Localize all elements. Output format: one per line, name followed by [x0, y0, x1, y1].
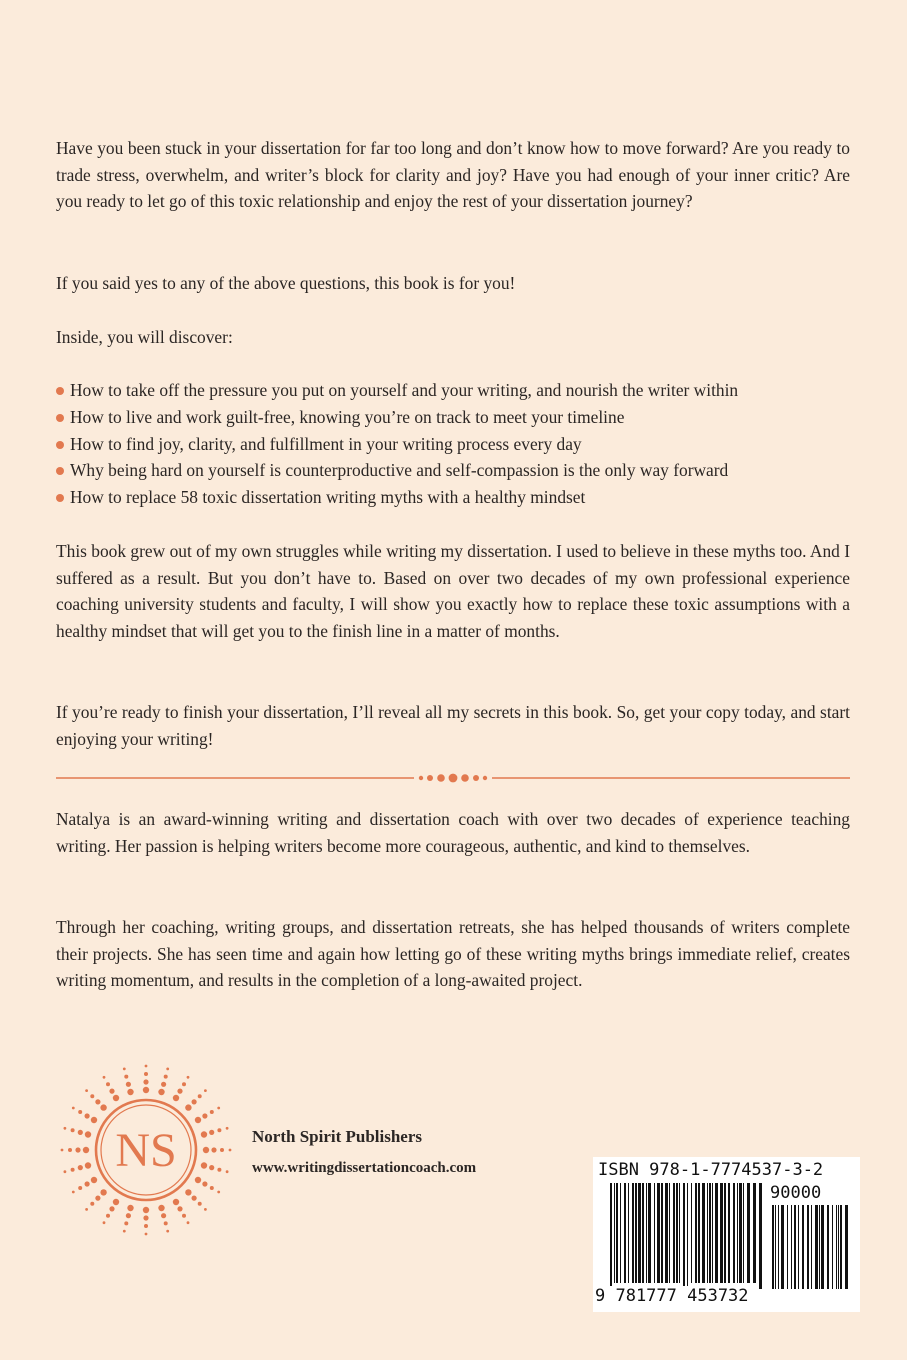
logo-ray-dot	[145, 1065, 148, 1068]
logo-ray-dot	[123, 1230, 126, 1233]
barcode-bar	[737, 1183, 738, 1283]
logo-ray-dot	[127, 1205, 133, 1211]
logo-ray-dot	[187, 1076, 190, 1079]
logo-ray-dot	[158, 1089, 164, 1095]
author-achievements: Through her coaching, writing groups, and dissertation retreats, she has helped thousands of writers complete their projects. She has seen time and again how letting go of these writing myths brings immediate relief, creates writing momentum, and results in the completion of a long-awaited project.	[56, 917, 850, 991]
logo-monogram: NS	[115, 1124, 177, 1177]
logo-ray-dot	[173, 1199, 179, 1205]
barcode-bar	[616, 1183, 618, 1283]
logo-ray-dot	[106, 1214, 110, 1218]
logo-ray-dot	[109, 1089, 114, 1094]
logo-ray-dot	[192, 1196, 197, 1201]
logo-ray-dot	[185, 1189, 191, 1195]
logo-ray-dot	[123, 1068, 126, 1071]
logo-ray-dot	[64, 1170, 67, 1173]
logo-ray-dot	[217, 1168, 221, 1172]
barcode-bar	[720, 1183, 723, 1283]
barcode-bar	[798, 1205, 799, 1289]
logo-ray-dot	[143, 1207, 149, 1213]
logo-ray-dot	[83, 1147, 89, 1153]
barcode-bar	[702, 1183, 705, 1283]
barcode-bar	[648, 1183, 651, 1283]
logo-ray-dot	[217, 1191, 220, 1194]
barcode-bar	[635, 1183, 637, 1283]
logo-ray-dot	[209, 1130, 214, 1135]
logo-ray-dot	[90, 1094, 94, 1098]
logo-ray-dot	[195, 1177, 201, 1183]
barcode-bar	[775, 1205, 776, 1289]
logo-ray-dot	[164, 1075, 168, 1079]
logo-ray-dot	[106, 1082, 110, 1086]
list-item: How to live and work guilt-free, knowing you’re on track to meet your timeline	[56, 404, 856, 431]
barcode-bar	[733, 1183, 735, 1283]
logo-ray-dot	[210, 1186, 214, 1190]
barcode-bar	[661, 1183, 663, 1283]
logo-ray-dot	[145, 1233, 148, 1236]
logo-ray-dot	[95, 1099, 100, 1104]
barcode-bar	[807, 1205, 809, 1289]
barcode-bar	[695, 1183, 697, 1283]
logo-ray-dot	[144, 1224, 148, 1228]
barcode-addon-number: 90000	[770, 1183, 822, 1203]
logo-ray-dot	[126, 1213, 131, 1218]
logo-ray-dot	[109, 1206, 114, 1211]
logo-ray-dot	[90, 1202, 94, 1206]
publisher-name: North Spirit Publishers	[252, 1127, 423, 1146]
logo-ray-dot	[124, 1075, 128, 1079]
barcode-bar	[781, 1205, 784, 1289]
logo-ray-dot	[204, 1089, 207, 1092]
logo-ray-dot	[226, 1170, 229, 1173]
logo-ray-dot	[103, 1221, 106, 1224]
logo-ray-dot	[187, 1221, 190, 1224]
barcode-bar	[665, 1183, 668, 1283]
barcode-bar	[759, 1183, 762, 1289]
logo-ray-dot	[85, 1113, 90, 1118]
bullet-dot-icon	[56, 467, 64, 475]
barcode-bar	[610, 1183, 612, 1289]
logo-ray-dot	[166, 1068, 169, 1071]
logo-ray-dot	[185, 1104, 191, 1110]
logo-ray-dot	[78, 1130, 83, 1135]
logo-ray-dot	[124, 1221, 128, 1225]
barcode-bar	[638, 1183, 641, 1283]
call-to-action: If you’re ready to finish your dissertation, I’ll reveal all my secrets in this book. So, get your copy today, and start enjoying your writing!	[56, 702, 850, 749]
logo-ray-dot	[78, 1165, 83, 1170]
barcode-bar	[840, 1205, 842, 1289]
logo-ray-dot	[211, 1147, 216, 1152]
logo-ray-dot	[209, 1165, 214, 1170]
barcode-bar	[791, 1205, 792, 1289]
author-bio: Natalya is an award-winning writing and dissertation coach with over two decades of experience teaching writing. Her passion is helping writers become more courageous, authentic, and kind to themselves.	[56, 809, 850, 856]
publisher-logo	[56, 1060, 236, 1240]
list-item: How to replace 58 toxic dissertation writing myths with a healthy mindset	[56, 484, 856, 511]
barcode-bar	[728, 1183, 730, 1283]
barcode-bar	[836, 1205, 837, 1289]
barcode-bar	[743, 1183, 744, 1283]
logo-ray-dot	[166, 1230, 169, 1233]
barcode-bar	[827, 1205, 829, 1289]
logo-ray-dot	[100, 1104, 106, 1110]
barcode-bar	[778, 1205, 779, 1289]
logo-ray-dot	[198, 1094, 202, 1098]
bullet-dot-icon	[56, 441, 64, 449]
barcode-bar	[646, 1183, 647, 1283]
intro-paragraph: Have you been stuck in your dissertation for far too long and don’t know how to move forward? Are you ready to trade stress, overwhelm, and writer’s block for clarity and joy? Have you had enough of your inner critic? Are you ready to let go of this toxic relationship and enjoy the rest of your dissertation journey?	[56, 138, 850, 212]
logo-ray-dot	[91, 1117, 97, 1123]
barcode-bar	[709, 1183, 711, 1283]
logo-ray-dot	[161, 1082, 166, 1087]
logo-ray-dot	[68, 1148, 72, 1152]
logo-ray-dot	[85, 1089, 88, 1092]
barcode-bar	[628, 1183, 629, 1283]
logo-ray-dot	[177, 1089, 182, 1094]
list-item: How to find joy, clarity, and fulfillment in your writing process every day	[56, 431, 856, 458]
logo-ray-dot	[229, 1149, 232, 1152]
barcode-bar	[679, 1183, 680, 1283]
barcode-bar	[815, 1205, 818, 1289]
logo-ray-dot	[85, 1131, 91, 1137]
barcode-bar	[642, 1183, 644, 1283]
logo-ray-dot	[217, 1107, 220, 1110]
logo-ray-dot	[71, 1168, 75, 1172]
benefit-list	[56, 377, 856, 511]
barcode-bar	[673, 1183, 675, 1283]
logo-ray-dot	[158, 1205, 164, 1211]
barcode-bar	[624, 1183, 626, 1283]
logo-ray-dot	[143, 1087, 149, 1093]
barcode-bar	[802, 1205, 804, 1289]
logo-ray-dot	[103, 1076, 106, 1079]
barcode-bar	[654, 1183, 655, 1283]
barcode-bar	[819, 1205, 820, 1289]
barcode-bar	[845, 1205, 848, 1289]
logo-ray-dot	[143, 1079, 148, 1084]
bullet-dot-icon	[56, 387, 64, 395]
barcode-bar	[632, 1183, 634, 1283]
intro-tagline: If you said yes to any of the above questions, this book is for you!	[56, 273, 516, 293]
logo-ray-dot	[75, 1147, 80, 1152]
isbn-label: ISBN 978-1-7774537-3-2	[598, 1160, 824, 1180]
logo-ray-dot	[72, 1107, 75, 1110]
barcode-bar	[691, 1183, 692, 1283]
barcode-bar	[821, 1205, 824, 1289]
barcode-bar	[712, 1183, 713, 1283]
logo-ray-dot	[203, 1147, 209, 1153]
barcode-bar	[787, 1205, 788, 1289]
publisher-url: www.writingdissertationcoach.com	[252, 1160, 477, 1176]
logo-ray-dot	[217, 1128, 221, 1132]
logo-ray-dot	[161, 1213, 166, 1218]
logo-ray-dot	[78, 1110, 82, 1114]
logo-ray-dot	[182, 1082, 186, 1086]
barcode-bar	[838, 1205, 839, 1289]
barcode-bar	[772, 1205, 774, 1289]
logo-ray-dot	[144, 1072, 148, 1076]
barcode-bar	[683, 1183, 685, 1289]
logo-ray-dot	[126, 1082, 131, 1087]
barcode-bar	[698, 1183, 700, 1283]
logo-ray-dot	[226, 1127, 229, 1130]
barcode-bar	[811, 1205, 812, 1289]
logo-ray-dot	[95, 1196, 100, 1201]
barcode-bar	[747, 1183, 750, 1283]
logo-ray-dot	[164, 1221, 168, 1225]
logo-ray-dot	[182, 1214, 186, 1218]
story-paragraph: This book grew out of my own struggles while writing my dissertation. I used to believe in these myths too. And I suffered as a result. But you don’t have to. Based on over two decades of my own professional experience coaching university students and faculty, I will show you exactly how to replace these toxic assumptions with a healthy mindset that will get you to the finish line in a matter of months.	[56, 541, 850, 642]
logo-ray-dot	[71, 1128, 75, 1132]
logo-ray-dot	[198, 1202, 202, 1206]
logo-ray-dot	[78, 1186, 82, 1190]
barcode-bar	[715, 1183, 718, 1283]
bullet-dot-icon	[56, 414, 64, 422]
barcode-bar	[620, 1183, 621, 1283]
logo-ray-dot	[202, 1181, 207, 1186]
logo-ray-dot	[127, 1089, 133, 1095]
logo-ray-dot	[192, 1099, 197, 1104]
list-item: How to take off the pressure you put on yourself and your writing, and nourish the writer within	[56, 377, 856, 404]
logo-ray-dot	[91, 1177, 97, 1183]
logo-ray-dot	[64, 1127, 67, 1130]
barcode-bar	[832, 1205, 833, 1289]
list-item: Why being hard on yourself is counterproductive and self-compassion is the only way forward	[56, 457, 856, 484]
logo-ray-dot	[61, 1149, 64, 1152]
barcode-bar	[753, 1183, 756, 1283]
logo-ray-dot	[85, 1181, 90, 1186]
logo-ray-dot	[113, 1095, 119, 1101]
ornamental-divider	[56, 772, 850, 784]
barcode-bar	[739, 1183, 742, 1283]
logo-ray-dot	[210, 1110, 214, 1114]
inside-heading: Inside, you will discover:	[56, 327, 233, 347]
bullet-dot-icon	[56, 494, 64, 502]
barcode-bar	[794, 1205, 796, 1289]
barcode-bar	[614, 1183, 615, 1283]
barcode-bar	[676, 1183, 678, 1283]
logo-ray-dot	[100, 1189, 106, 1195]
logo-ray-dot	[202, 1113, 207, 1118]
barcode-bar	[724, 1183, 726, 1283]
barcode-bar	[707, 1183, 708, 1283]
logo-ray-dot	[113, 1199, 119, 1205]
barcode-ean-digits: 9 781777 453732	[595, 1286, 749, 1306]
logo-ray-dot	[173, 1095, 179, 1101]
logo-ray-dot	[201, 1162, 207, 1168]
logo-ray-dot	[85, 1162, 91, 1168]
logo-ray-dot	[220, 1148, 224, 1152]
logo-ray-dot	[177, 1206, 182, 1211]
logo-ray-dot	[195, 1117, 201, 1123]
logo-ray-dot	[72, 1191, 75, 1194]
barcode-bar	[687, 1183, 688, 1289]
logo-ray-dot	[85, 1208, 88, 1211]
logo-ray-dot	[204, 1208, 207, 1211]
logo-ray-dot	[143, 1215, 148, 1220]
logo-ray-dot	[201, 1131, 207, 1137]
barcode-bar	[657, 1183, 660, 1283]
barcode-bar	[669, 1183, 670, 1283]
